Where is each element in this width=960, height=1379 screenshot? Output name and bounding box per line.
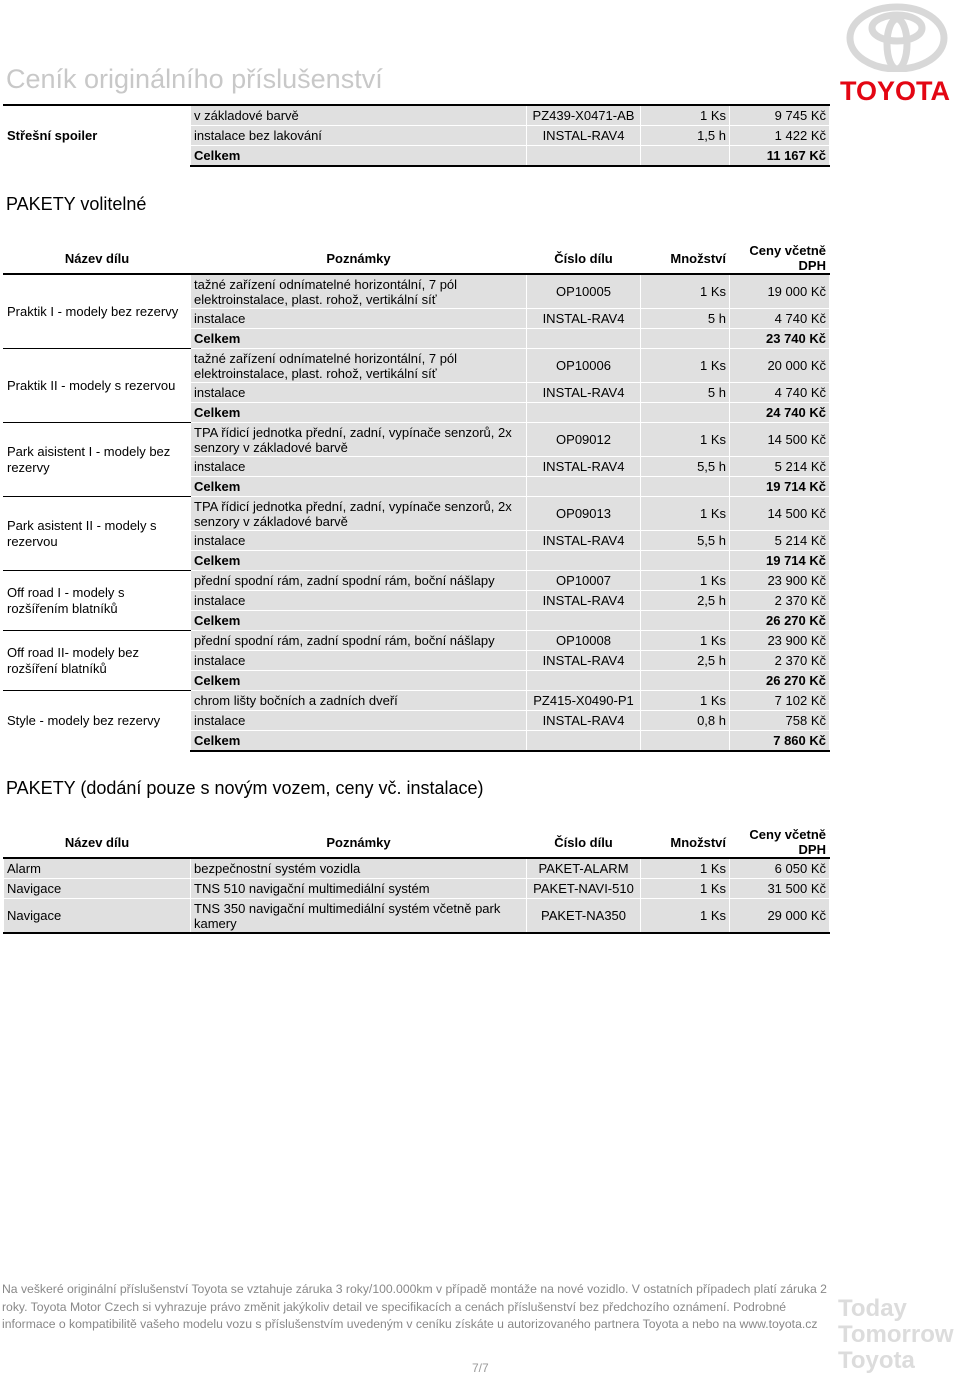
table-row bbox=[4, 105, 830, 126]
quantity: 2,5 h bbox=[641, 591, 730, 611]
price: 6 050 Kč bbox=[730, 858, 830, 879]
quantity: 5 h bbox=[641, 309, 730, 329]
item-note: instalace bbox=[191, 531, 527, 551]
quantity: 1 Ks bbox=[641, 899, 730, 934]
column-header: Poznámky bbox=[191, 243, 527, 275]
item-note: TPA řídicí jednotka přední, zadní, vypínače senzorů, 2x senzory v základové barvě bbox=[191, 423, 527, 457]
table-header-row bbox=[4, 827, 830, 859]
part-number bbox=[527, 611, 641, 631]
toyota-emblem-icon bbox=[838, 2, 958, 72]
part-number: INSTAL-RAV4 bbox=[527, 591, 641, 611]
price: 2 370 Kč bbox=[730, 591, 830, 611]
item-note: instalace bbox=[191, 383, 527, 403]
total-price: 11 167 Kč bbox=[730, 146, 830, 167]
item-note: tažné zařízení odnímatelné horizontální, 7 pól elektroinstalace, plast. rohož, vertikální síť bbox=[191, 274, 527, 309]
quantity bbox=[641, 551, 730, 571]
part-number: OP10007 bbox=[527, 571, 641, 591]
quantity: 1 Ks bbox=[641, 571, 730, 591]
column-header: Číslo dílu bbox=[527, 827, 641, 859]
price: 14 500 Kč bbox=[730, 497, 830, 531]
item-note: chrom lišty bočních a zadních dveří bbox=[191, 691, 527, 711]
total-label: Celkem bbox=[191, 731, 527, 752]
quantity: 1 Ks bbox=[641, 497, 730, 531]
quantity: 5,5 h bbox=[641, 457, 730, 477]
column-header: Číslo dílu bbox=[527, 243, 641, 275]
item-name: Park asistent II - modely s rezervou bbox=[4, 497, 191, 571]
part-number: INSTAL-RAV4 bbox=[527, 651, 641, 671]
price: 31 500 Kč bbox=[730, 879, 830, 899]
section-heading-new-car: PAKETY (dodání pouze s novým vozem, ceny vč. instalace) bbox=[6, 778, 484, 798]
price: 23 900 Kč bbox=[730, 631, 830, 651]
item-note: přední spodní rám, zadní spodní rám, boční nášlapy bbox=[191, 631, 527, 651]
price: 758 Kč bbox=[730, 711, 830, 731]
part-number: INSTAL-RAV4 bbox=[527, 531, 641, 551]
table-row bbox=[4, 349, 830, 383]
item-name: Style - modely bez rezervy bbox=[4, 691, 191, 752]
price: 20 000 Kč bbox=[730, 349, 830, 383]
quantity bbox=[641, 477, 730, 497]
column-header: Název dílu bbox=[4, 243, 191, 275]
item-note: v základové barvě bbox=[191, 105, 527, 126]
column-header: Ceny včetně DPH bbox=[730, 827, 830, 859]
total-price: 24 740 Kč bbox=[730, 403, 830, 423]
total-label: Celkem bbox=[191, 551, 527, 571]
price: 2 370 Kč bbox=[730, 651, 830, 671]
part-number bbox=[527, 329, 641, 349]
price: 23 900 Kč bbox=[730, 571, 830, 591]
item-note: instalace bbox=[191, 309, 527, 329]
item-name: Navigace bbox=[4, 879, 191, 899]
quantity: 1 Ks bbox=[641, 349, 730, 383]
item-note: instalace bbox=[191, 651, 527, 671]
table-row bbox=[4, 423, 830, 457]
total-price: 23 740 Kč bbox=[730, 329, 830, 349]
quantity bbox=[641, 329, 730, 349]
optional-packages-table bbox=[3, 242, 830, 752]
total-price: 26 270 Kč bbox=[730, 671, 830, 691]
quantity: 2,5 h bbox=[641, 651, 730, 671]
brand-wordmark: TOYOTA bbox=[840, 76, 951, 106]
quantity bbox=[641, 403, 730, 423]
item-note: tažné zařízení odnímatelné horizontální, 7 pól elektroinstalace, plast. rohož, vertikální síť bbox=[191, 349, 527, 383]
part-number: PZ439-X0471-AB bbox=[527, 105, 641, 126]
toyota-logo bbox=[838, 2, 958, 108]
item-name: Park aisistent I - modely bez rezervy bbox=[4, 423, 191, 497]
page-number: 7/7 bbox=[472, 1361, 489, 1375]
column-header: Poznámky bbox=[191, 827, 527, 859]
total-label: Celkem bbox=[191, 329, 527, 349]
column-header: Ceny včetně DPH bbox=[730, 243, 830, 275]
price: 14 500 Kč bbox=[730, 423, 830, 457]
part-number: INSTAL-RAV4 bbox=[527, 711, 641, 731]
quantity bbox=[641, 146, 730, 167]
total-price: 7 860 Kč bbox=[730, 731, 830, 752]
quantity: 0,8 h bbox=[641, 711, 730, 731]
section-heading-optional: PAKETY volitelné bbox=[6, 194, 147, 214]
part-number: PAKET-ALARM bbox=[527, 858, 641, 879]
quantity: 5,5 h bbox=[641, 531, 730, 551]
item-note: TPA řídicí jednotka přední, zadní, vypínače senzorů, 2x senzory v základové barvě bbox=[191, 497, 527, 531]
quantity bbox=[641, 731, 730, 752]
part-number: OP10005 bbox=[527, 274, 641, 309]
quantity: 1 Ks bbox=[641, 105, 730, 126]
part-number: PZ415-X0490-P1 bbox=[527, 691, 641, 711]
item-note: TNS 510 navigační multimediální systém bbox=[191, 879, 527, 899]
total-label: Celkem bbox=[191, 611, 527, 631]
table-header-row bbox=[4, 243, 830, 275]
column-header: Množství bbox=[641, 827, 730, 859]
part-number: INSTAL-RAV4 bbox=[527, 383, 641, 403]
footer-disclaimer: Na veškeré originální příslušenství Toyota se vztahuje záruka 3 roky/100.000km v případě montáže na nové vozidlo. V ostatních případech platí záruka 2 roky. Toyota Motor Czech si vyhrazuje právo změnit jakýkoliv detail ve specifikacích a cenách příslušenství bez předchozího oznámení. Podrobné informace o kompatibilitě vašeho modelu vozu s příslušenstvím uvedeným v ceníku získáte u autorizovaného partnera Toyota a nebo na www.toyota.cz bbox=[2, 1282, 827, 1331]
table-row bbox=[4, 571, 830, 591]
price: 1 422 Kč bbox=[730, 126, 830, 146]
column-header: Množství bbox=[641, 243, 730, 275]
quantity bbox=[641, 671, 730, 691]
item-note: instalace bez lakování bbox=[191, 126, 527, 146]
total-label: Celkem bbox=[191, 671, 527, 691]
quantity: 5 h bbox=[641, 383, 730, 403]
item-name: Off road I - modely s rozšířením blatníků bbox=[4, 571, 191, 631]
slogan-line: Toyota bbox=[838, 1347, 915, 1374]
slogan-line: Tomorrow bbox=[838, 1321, 954, 1348]
item-name: Navigace bbox=[4, 899, 191, 934]
item-note: bezpečnostní systém vozidla bbox=[191, 858, 527, 879]
page-title: Ceník originálního příslušenství bbox=[6, 64, 383, 94]
table-row bbox=[4, 858, 830, 879]
table-row bbox=[4, 631, 830, 651]
item-note: přední spodní rám, zadní spodní rám, boční nášlapy bbox=[191, 571, 527, 591]
price: 7 102 Kč bbox=[730, 691, 830, 711]
slogan-line: Today bbox=[838, 1295, 907, 1322]
quantity: 1 Ks bbox=[641, 631, 730, 651]
item-note: instalace bbox=[191, 711, 527, 731]
new-car-packages-table bbox=[3, 826, 830, 934]
part-number: PAKET-NA350 bbox=[527, 899, 641, 934]
part-number: INSTAL-RAV4 bbox=[527, 457, 641, 477]
quantity: 1,5 h bbox=[641, 126, 730, 146]
item-note: instalace bbox=[191, 591, 527, 611]
price: 5 214 Kč bbox=[730, 531, 830, 551]
table-row bbox=[4, 899, 830, 934]
price: 19 000 Kč bbox=[730, 274, 830, 309]
quantity: 1 Ks bbox=[641, 858, 730, 879]
total-label: Celkem bbox=[191, 403, 527, 423]
table-row bbox=[4, 497, 830, 531]
part-number: INSTAL-RAV4 bbox=[527, 309, 641, 329]
total-price: 26 270 Kč bbox=[730, 611, 830, 631]
part-number bbox=[527, 146, 641, 167]
total-price: 19 714 Kč bbox=[730, 477, 830, 497]
item-note: instalace bbox=[191, 457, 527, 477]
price: 29 000 Kč bbox=[730, 899, 830, 934]
part-number: INSTAL-RAV4 bbox=[527, 126, 641, 146]
part-number: OP10008 bbox=[527, 631, 641, 651]
part-number: OP09013 bbox=[527, 497, 641, 531]
item-name: Praktik II - modely s rezervou bbox=[4, 349, 191, 423]
item-name: Střešní spoiler bbox=[4, 105, 191, 166]
item-name: Praktik I - modely bez rezervy bbox=[4, 274, 191, 349]
price: 4 740 Kč bbox=[730, 309, 830, 329]
part-number: PAKET-NAVI-510 bbox=[527, 879, 641, 899]
roof-spoiler-table bbox=[3, 104, 830, 167]
part-number: OP09012 bbox=[527, 423, 641, 457]
part-number bbox=[527, 731, 641, 752]
quantity: 1 Ks bbox=[641, 691, 730, 711]
part-number bbox=[527, 551, 641, 571]
quantity: 1 Ks bbox=[641, 423, 730, 457]
table-row bbox=[4, 274, 830, 309]
price: 5 214 Kč bbox=[730, 457, 830, 477]
total-price: 19 714 Kč bbox=[730, 551, 830, 571]
slogan bbox=[838, 1296, 954, 1374]
table-row bbox=[4, 691, 830, 711]
column-header: Název dílu bbox=[4, 827, 191, 859]
quantity: 1 Ks bbox=[641, 879, 730, 899]
part-number: OP10006 bbox=[527, 349, 641, 383]
total-label: Celkem bbox=[191, 477, 527, 497]
item-name: Off road II- modely bez rozšíření blatníků bbox=[4, 631, 191, 691]
part-number bbox=[527, 403, 641, 423]
part-number bbox=[527, 671, 641, 691]
item-note: TNS 350 navigační multimediální systém včetně park kamery bbox=[191, 899, 527, 934]
item-name: Alarm bbox=[4, 858, 191, 879]
quantity: 1 Ks bbox=[641, 274, 730, 309]
price: 9 745 Kč bbox=[730, 105, 830, 126]
quantity bbox=[641, 611, 730, 631]
part-number bbox=[527, 477, 641, 497]
total-label: Celkem bbox=[191, 146, 527, 167]
table-row bbox=[4, 879, 830, 899]
price: 4 740 Kč bbox=[730, 383, 830, 403]
